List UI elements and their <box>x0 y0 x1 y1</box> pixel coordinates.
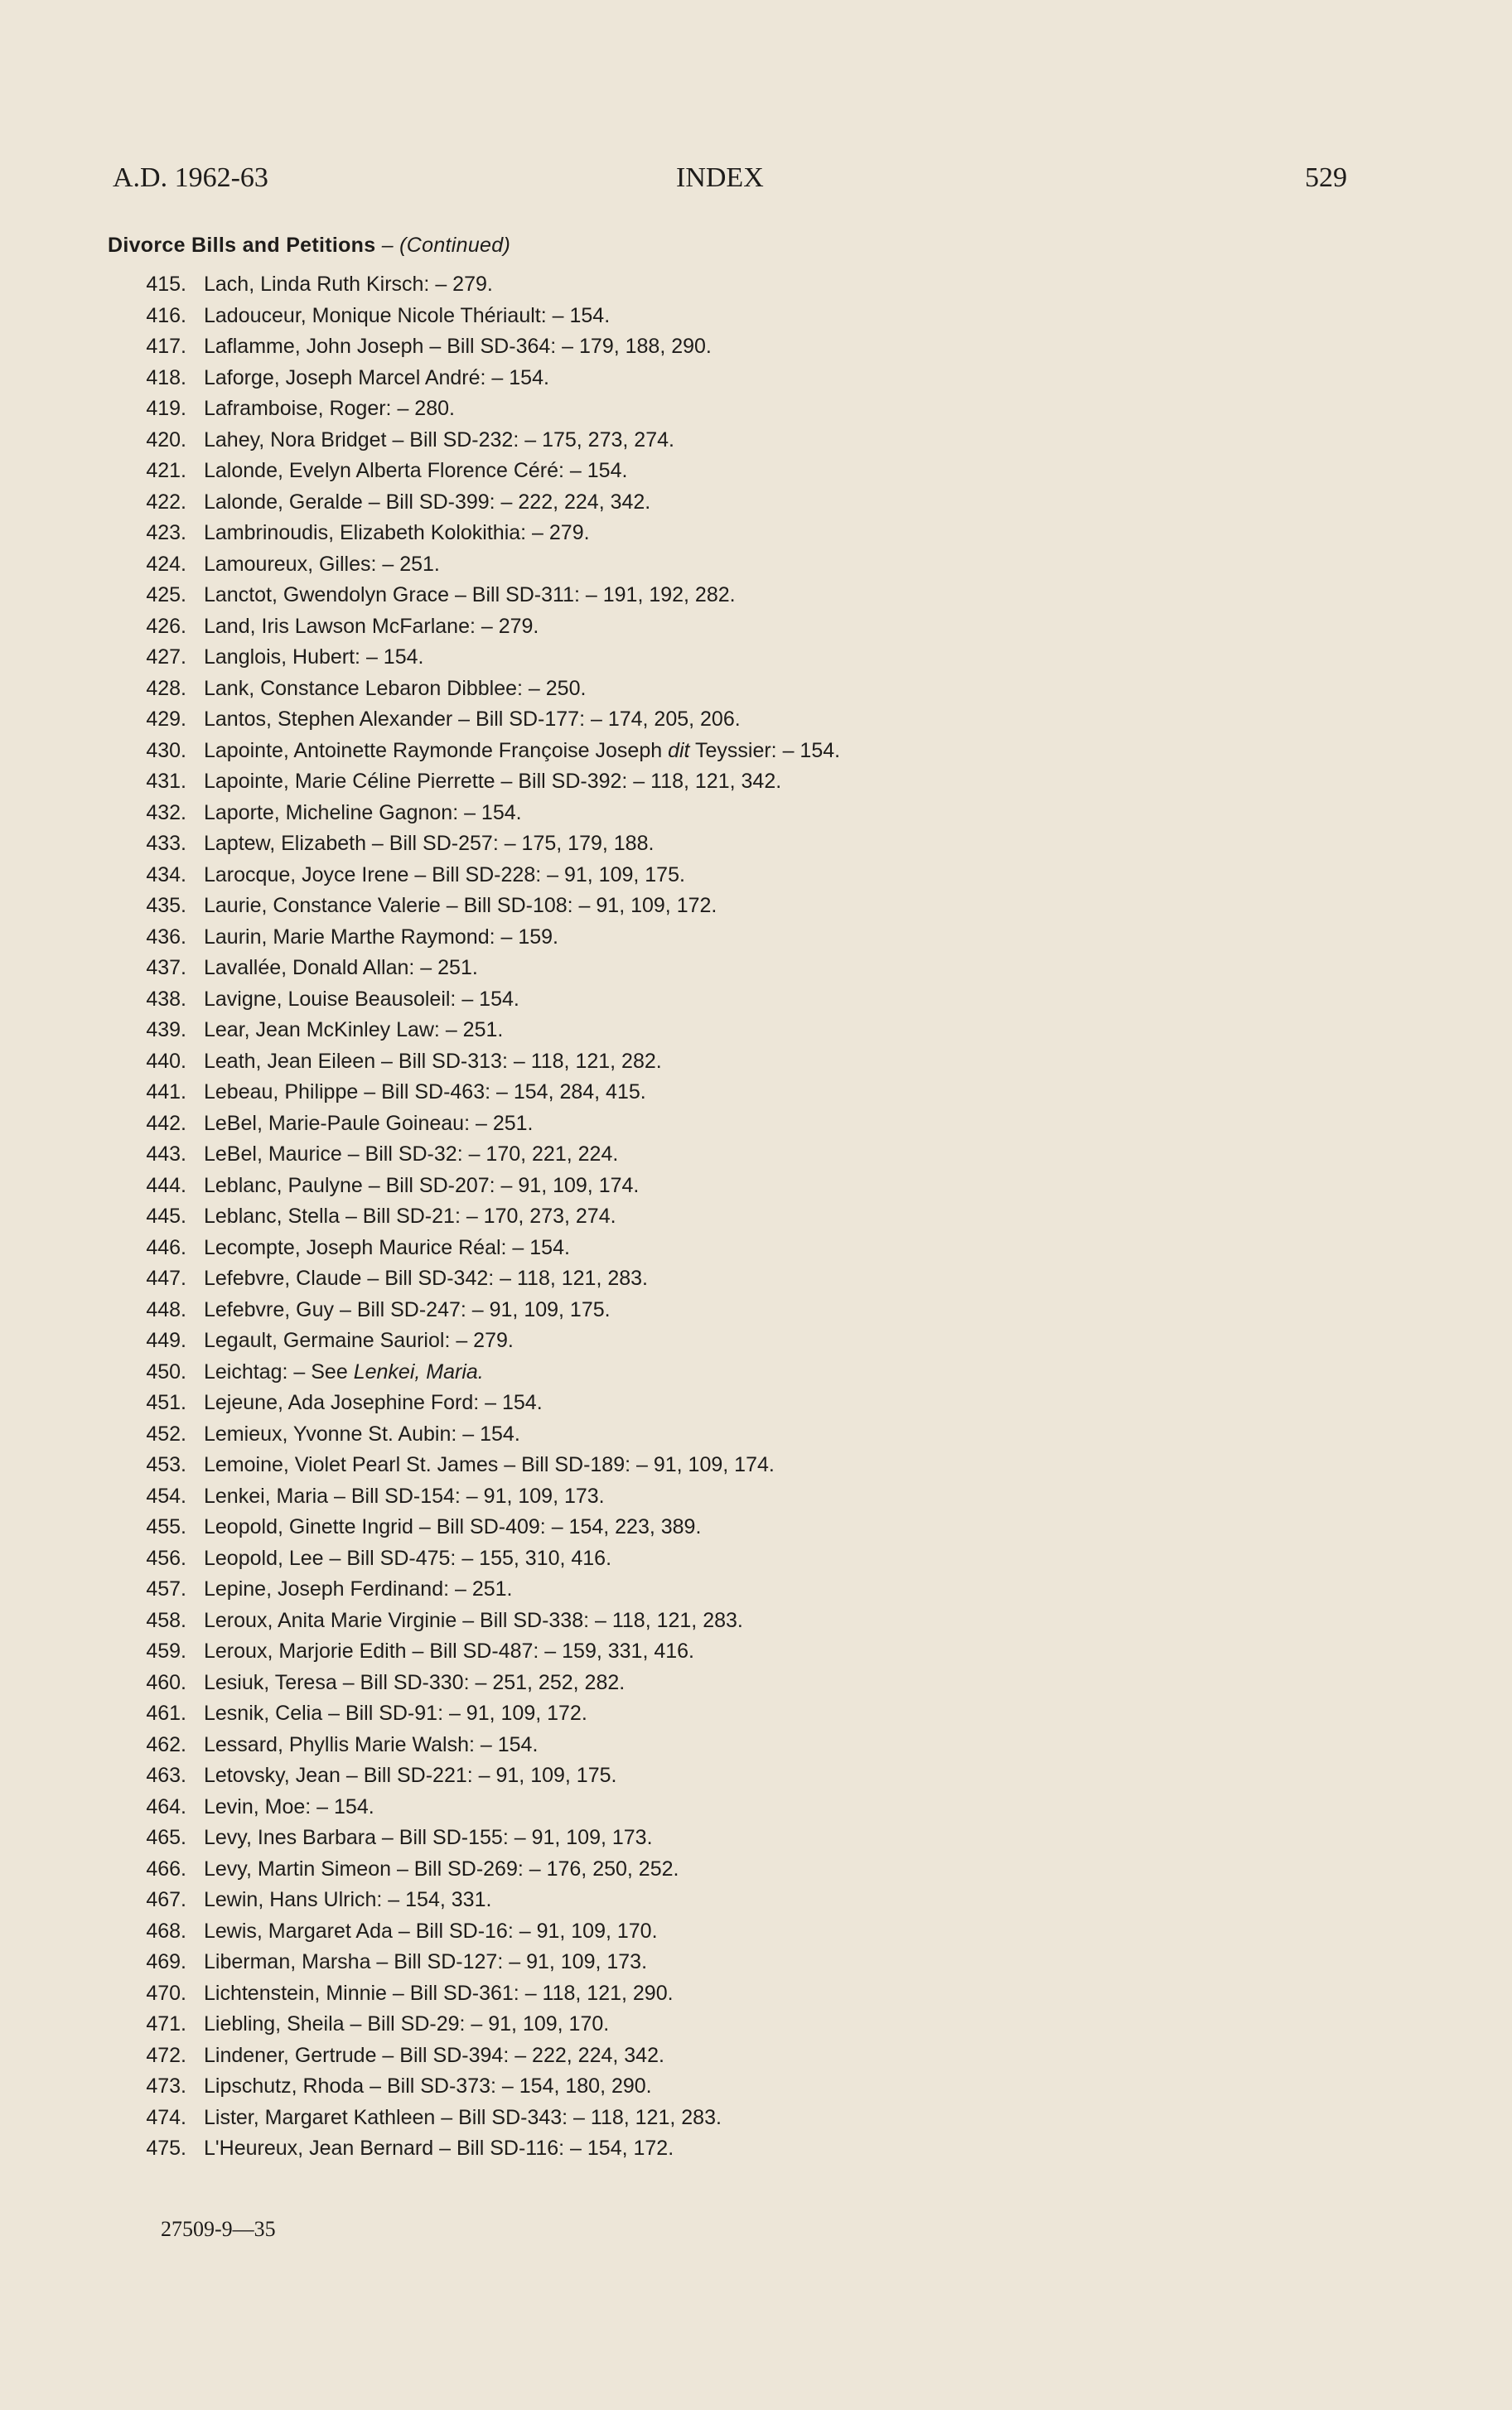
entry-text: LeBel, Marie-Paule Goineau: – 251. <box>204 1111 534 1135</box>
index-entry <box>0 1263 1512 1295</box>
entry-number: 461. <box>146 1702 186 1725</box>
entry-text: Lindener, Gertrude – Bill SD-394: – 222, 224, 342. <box>204 2043 664 2067</box>
index-entry <box>0 1481 1512 1513</box>
entry-number: 438. <box>146 987 186 1011</box>
entry-number: 428. <box>146 676 186 700</box>
entry-number: 462. <box>146 1732 186 1756</box>
index-entry <box>0 1015 1512 1046</box>
entry-number: 466. <box>146 1857 186 1881</box>
entry-number: 424. <box>146 552 186 576</box>
entry-number: 468. <box>146 1919 186 1943</box>
entry-number: 423. <box>146 521 186 544</box>
entry-number: 427. <box>146 645 186 669</box>
index-entry <box>0 269 1512 301</box>
index-entry <box>0 1139 1512 1171</box>
entry-text: Ladouceur, Monique Nicole Thériault: – 154. <box>204 303 611 327</box>
entry-number: 457. <box>146 1577 186 1601</box>
entry-text: Lantos, Stephen Alexander – Bill SD-177: – 174, 205, 206. <box>204 708 741 731</box>
entry-number: 426. <box>146 614 186 638</box>
entry-number: 446. <box>146 1235 186 1259</box>
entry-number: 467. <box>146 1888 186 1911</box>
entry-number: 444. <box>146 1173 186 1197</box>
entry-text-italic: Lenkei, Maria. <box>353 1360 484 1384</box>
entry-text: Lebeau, Philippe – Bill SD-463: – 154, 284, 415. <box>204 1080 646 1104</box>
entry-number: 417. <box>146 335 186 358</box>
entry-number: 465. <box>146 1826 186 1849</box>
entry-text: Lemoine, Violet Pearl St. James – Bill SD-189: – 91, 109, 174. <box>204 1453 775 1476</box>
index-entry <box>0 1077 1512 1108</box>
entry-number: 472. <box>146 2043 186 2067</box>
entry-number: 415. <box>146 273 186 296</box>
entry-text: Leblanc, Stella – Bill SD-21: – 170, 273, 274. <box>204 1205 616 1228</box>
entry-number: 460. <box>146 1670 186 1694</box>
entry-text: Lesiuk, Teresa – Bill SD-330: – 251, 252, 282. <box>204 1670 626 1694</box>
index-entry <box>0 301 1512 332</box>
entry-text: Land, Iris Lawson McFarlane: – 279. <box>204 614 539 638</box>
entry-text: Lanctot, Gwendolyn Grace – Bill SD-311: – 191, 192, 282. <box>204 583 736 606</box>
entry-text-part: Leichtag: – See <box>204 1360 354 1384</box>
index-entry <box>0 1543 1512 1575</box>
index-entry <box>0 1978 1512 2010</box>
index-entry <box>0 1171 1512 1202</box>
entry-number: 429. <box>146 708 186 731</box>
entry-text: Laforge, Joseph Marcel André: – 154. <box>204 365 549 389</box>
index-entry <box>0 487 1512 519</box>
entry-number: 454. <box>146 1484 186 1508</box>
entry-text: Levy, Martin Simeon – Bill SD-269: – 176, 250, 252. <box>204 1857 679 1881</box>
entry-text: Leroux, Marjorie Edith – Bill SD-487: – 159, 331, 416. <box>204 1640 695 1663</box>
entry-text: Lalonde, Geralde – Bill SD-399: – 222, 224, 342. <box>204 490 651 514</box>
entry-text: L'Heureux, Jean Bernard – Bill SD-116: – 154, 172. <box>204 2137 674 2160</box>
entry-number: 456. <box>146 1546 186 1570</box>
entry-text: Lichtenstein, Minnie – Bill SD-361: – 118, 121, 290. <box>204 1981 674 2005</box>
index-entry <box>0 1668 1512 1699</box>
entry-text: Leopold, Ginette Ingrid – Bill SD-409: – 154, 223, 389. <box>204 1515 702 1538</box>
footer-code: 27509-9—35 <box>161 2217 276 2241</box>
entry-text: Lefebvre, Guy – Bill SD-247: – 91, 109, 175. <box>204 1297 611 1321</box>
index-entry <box>0 984 1512 1016</box>
entry-text: Lesnik, Celia – Bill SD-91: – 91, 109, 172. <box>204 1702 587 1725</box>
index-entry <box>0 1419 1512 1451</box>
index-entry <box>0 2009 1512 2041</box>
index-entry <box>0 1233 1512 1264</box>
section-title <box>108 234 510 258</box>
entry-text: Lejeune, Ada Josephine Ford: – 154. <box>204 1391 543 1414</box>
index-entry <box>0 1046 1512 1078</box>
entry-number: 425. <box>146 583 186 606</box>
entry-number: 452. <box>146 1422 186 1446</box>
entry-number: 445. <box>146 1205 186 1228</box>
entry-number: 450. <box>146 1360 186 1384</box>
entry-text: Levin, Moe: – 154. <box>204 1794 374 1818</box>
entry-number: 416. <box>146 303 186 327</box>
entry-text: LeBel, Maurice – Bill SD-32: – 170, 221, 224. <box>204 1142 619 1166</box>
entry-text: Lecompte, Joseph Maurice Réal: – 154. <box>204 1235 570 1259</box>
entry-number: 475. <box>146 2137 186 2160</box>
entry-number: 422. <box>146 490 186 514</box>
entry-number: 451. <box>146 1391 186 1414</box>
entry-number: 448. <box>146 1297 186 1321</box>
entry-number: 464. <box>146 1794 186 1818</box>
entry-number: 474. <box>146 2105 186 2129</box>
index-entry <box>0 394 1512 425</box>
index-entry <box>0 1606 1512 1637</box>
entry-text: Lessard, Phyllis Marie Walsh: – 154. <box>204 1732 539 1756</box>
index-entry <box>0 1357 1512 1389</box>
index-entry <box>0 2071 1512 2103</box>
entry-text-part: Teyssier: – 154. <box>689 738 841 762</box>
entry-number: 463. <box>146 1764 186 1787</box>
index-entry <box>0 1760 1512 1792</box>
index-entry <box>0 1574 1512 1606</box>
entry-text: Lavigne, Louise Beausoleil: – 154. <box>204 987 519 1011</box>
entry-number: 430. <box>146 738 186 762</box>
entry-text: Levy, Ines Barbara – Bill SD-155: – 91, 109, 173. <box>204 1826 653 1849</box>
index-entry <box>0 456 1512 487</box>
index-entry <box>0 860 1512 891</box>
entry-text: Laurie, Constance Valerie – Bill SD-108: – 91, 109, 172. <box>204 894 717 917</box>
entry-text: Lank, Constance Lebaron Dibblee: – 250. <box>204 676 587 700</box>
entry-text: Laporte, Micheline Gagnon: – 154. <box>204 800 522 824</box>
entry-text: Lefebvre, Claude – Bill SD-342: – 118, 121, 283. <box>204 1267 648 1290</box>
entry-number: 421. <box>146 459 186 482</box>
entry-number: 449. <box>146 1329 186 1352</box>
entry-text: Lach, Linda Ruth Kirsch: – 279. <box>204 273 493 296</box>
entry-number: 437. <box>146 956 186 979</box>
entry-number: 440. <box>146 1049 186 1073</box>
entry-text: Laptew, Elizabeth – Bill SD-257: – 175, 179, 188. <box>204 832 655 855</box>
index-entry <box>0 2041 1512 2072</box>
entry-text: Lewin, Hans Ulrich: – 154, 331. <box>204 1888 492 1911</box>
entry-number: 459. <box>146 1640 186 1663</box>
entry-text: Lister, Margaret Kathleen – Bill SD-343: – 118, 121, 283. <box>204 2105 722 2129</box>
index-entry <box>0 798 1512 829</box>
section-title-text: Divorce Bills and Petitions <box>108 234 376 257</box>
entry-text: Leath, Jean Eileen – Bill SD-313: – 118, 121, 282. <box>204 1049 662 1073</box>
entry-number: 419. <box>146 397 186 420</box>
entry-text: Lavallée, Donald Allan: – 251. <box>204 956 478 979</box>
header-title: INDEX <box>676 162 764 193</box>
entry-number: 470. <box>146 1981 186 2005</box>
index-entry <box>0 331 1512 363</box>
entry-number: 435. <box>146 894 186 917</box>
index-entry <box>0 1388 1512 1419</box>
index-entry <box>0 1201 1512 1233</box>
entry-text: Liberman, Marsha – Bill SD-127: – 91, 109, 173. <box>204 1950 648 1973</box>
entry-text: Langlois, Hubert: – 154. <box>204 645 424 669</box>
index-entry <box>0 1295 1512 1326</box>
entry-text: Lambrinoudis, Elizabeth Kolokithia: – 279. <box>204 521 590 544</box>
index-entry <box>0 736 1512 767</box>
entry-text: Lepine, Joseph Ferdinand: – 251. <box>204 1577 513 1601</box>
entry-number: 469. <box>146 1950 186 1973</box>
entry-number: 418. <box>146 365 186 389</box>
section-continued: – (Continued) <box>375 234 511 257</box>
entry-text: Lahey, Nora Bridget – Bill SD-232: – 175, 273, 274. <box>204 427 674 452</box>
entry-text: Legault, Germaine Sauriol: – 279. <box>204 1329 514 1352</box>
entry-text: Lamoureux, Gilles: – 251. <box>204 552 440 576</box>
entry-number: 447. <box>146 1267 186 1290</box>
index-entry-list <box>0 269 1512 2165</box>
index-entry <box>0 953 1512 984</box>
index-entry <box>0 425 1512 456</box>
entry-text: Leblanc, Paulyne – Bill SD-207: – 91, 109, 174. <box>204 1173 640 1197</box>
index-entry <box>0 891 1512 922</box>
index-entry <box>0 2103 1512 2134</box>
index-entry <box>0 1512 1512 1543</box>
index-entry <box>0 828 1512 860</box>
entry-number: 441. <box>146 1080 186 1104</box>
entry-number: 455. <box>146 1515 186 1538</box>
entry-text: Liebling, Sheila – Bill SD-29: – 91, 109, 170. <box>204 2012 610 2036</box>
index-entry <box>0 1450 1512 1481</box>
entry-number: 442. <box>146 1111 186 1135</box>
index-entry <box>0 1326 1512 1357</box>
index-entry <box>0 1854 1512 1886</box>
index-entry <box>0 1947 1512 1978</box>
entry-text <box>204 1357 484 1389</box>
entry-number: 473. <box>146 2074 186 2098</box>
entry-text: Laurin, Marie Marthe Raymond: – 159. <box>204 925 558 949</box>
entry-text: Letovsky, Jean – Bill SD-221: – 91, 109, 175. <box>204 1764 617 1787</box>
index-entry <box>0 1885 1512 1916</box>
index-entry <box>0 580 1512 611</box>
index-entry <box>0 1636 1512 1668</box>
entry-number: 443. <box>146 1142 186 1166</box>
entry-text: Lapointe, Marie Céline Pierrette – Bill SD-392: – 118, 121, 342. <box>204 770 782 793</box>
entry-text: Laframboise, Roger: – 280. <box>204 397 455 420</box>
index-entry <box>0 611 1512 643</box>
entry-number: 434. <box>146 862 186 886</box>
index-entry <box>0 363 1512 394</box>
entry-text: Lear, Jean McKinley Law: – 251. <box>204 1018 504 1041</box>
entry-text: Lemieux, Yvonne St. Aubin: – 154. <box>204 1422 520 1446</box>
entry-number: 471. <box>146 2012 186 2036</box>
entry-text: Lalonde, Evelyn Alberta Florence Céré: – 154. <box>204 459 628 482</box>
entry-text: Leroux, Anita Marie Virginie – Bill SD-338: – 118, 121, 283. <box>204 1608 743 1632</box>
index-entry <box>0 1823 1512 1854</box>
index-entry <box>0 1730 1512 1761</box>
entry-text <box>204 736 840 767</box>
index-entry <box>0 674 1512 705</box>
index-entry <box>0 1108 1512 1140</box>
entry-number: 458. <box>146 1608 186 1632</box>
entry-text-italic: dit <box>668 738 690 762</box>
entry-text: Lenkei, Maria – Bill SD-154: – 91, 109, 173. <box>204 1484 605 1508</box>
entry-text-part: Lapointe, Antoinette Raymonde Françoise Joseph <box>204 738 669 762</box>
entry-text: Lewis, Margaret Ada – Bill SD-16: – 91, 109, 170. <box>204 1919 658 1943</box>
entry-number: 453. <box>146 1453 186 1476</box>
entry-text: Larocque, Joyce Irene – Bill SD-228: – 91, 109, 175. <box>204 862 685 886</box>
entry-number: 439. <box>146 1018 186 1041</box>
index-entry <box>0 922 1512 954</box>
index-entry <box>0 2133 1512 2165</box>
index-entry <box>0 518 1512 549</box>
entry-text: Leopold, Lee – Bill SD-475: – 155, 310, 416. <box>204 1546 612 1570</box>
entry-number: 432. <box>146 800 186 824</box>
page-header <box>113 162 1347 204</box>
index-entry <box>0 704 1512 736</box>
index-entry <box>0 549 1512 581</box>
index-entry <box>0 1792 1512 1823</box>
entry-text: Laflamme, John Joseph – Bill SD-364: – 179, 188, 290. <box>204 335 712 358</box>
entry-number: 433. <box>146 832 186 855</box>
page-number: 529 <box>1305 162 1347 193</box>
index-entry <box>0 1916 1512 1948</box>
header-year: A.D. 1962-63 <box>113 162 268 193</box>
entry-number: 420. <box>146 427 186 452</box>
index-entry <box>0 642 1512 674</box>
entry-number: 436. <box>146 925 186 949</box>
entry-text: Lipschutz, Rhoda – Bill SD-373: – 154, 180, 290. <box>204 2074 652 2098</box>
index-entry <box>0 1698 1512 1730</box>
index-entry <box>0 766 1512 798</box>
entry-number: 431. <box>146 770 186 793</box>
